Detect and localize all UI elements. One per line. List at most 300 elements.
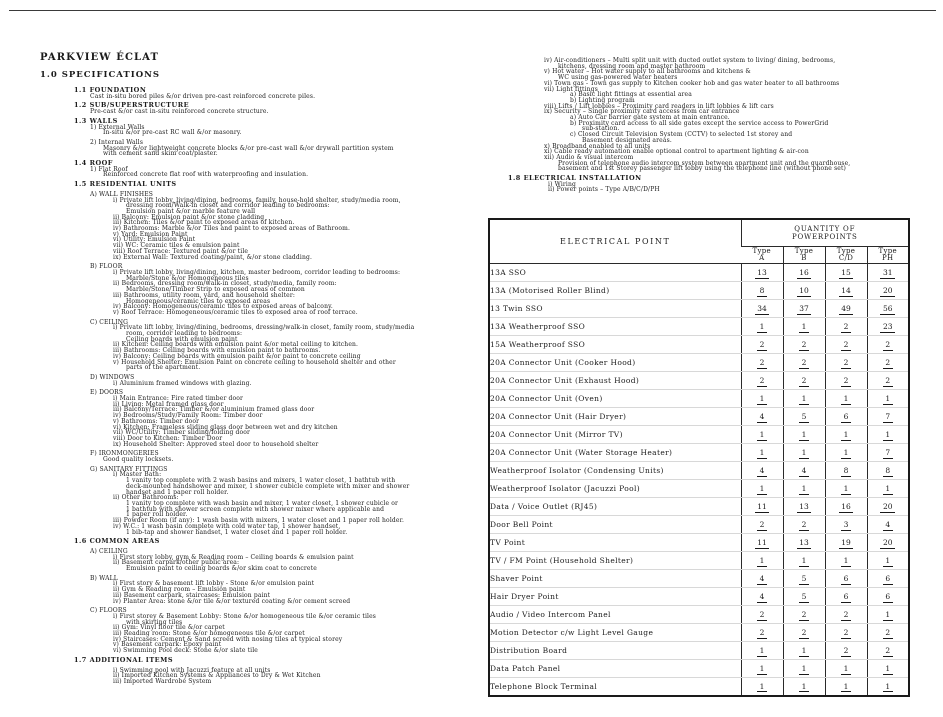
spec-line: vi) Utility: Emulsion Paint — [113, 236, 196, 244]
table-row — [489, 552, 909, 570]
powerpoint-count: 4 — [799, 466, 809, 477]
spec-line: iii) Kitchen: Tiles &/or paint to exposed areas of kitchen. — [113, 219, 295, 227]
powerpoint-count-cell — [783, 300, 825, 318]
spec-line: c) Closed Circuit Television System (CCTV) to selected 1st storey and — [570, 131, 793, 139]
powerpoint-count-cell — [867, 408, 909, 426]
powerpoint-count: 1 — [757, 646, 767, 657]
spec-line: A) WALL FINISHES — [90, 190, 154, 198]
powerpoint-count-cell — [783, 480, 825, 498]
powerpoint-count: 6 — [841, 574, 851, 585]
spec-line: sub-station. — [582, 125, 620, 133]
section-heading: 1.1 FOUNDATION — [74, 86, 147, 94]
spec-line: vi) Swimming Pool deck: Stone &/or slate tile — [113, 647, 258, 655]
page-top-rule — [9, 10, 936, 11]
powerpoint-count: 1 — [799, 682, 809, 693]
powerpoint-count-cell — [867, 390, 909, 408]
powerpoint-count: 1 — [757, 484, 767, 495]
powerpoint-count-cell — [741, 444, 783, 462]
powerpoint-count-cell — [783, 462, 825, 480]
spec-line: ix) Security – Single proximity card access from car entrance — [544, 108, 740, 116]
powerpoint-count-cell — [741, 642, 783, 660]
section-heading: 1.3 WALLS — [74, 116, 118, 125]
right-column-lines — [508, 58, 940, 193]
spec-line: with skirting tiles — [126, 618, 183, 626]
section-heading: 1.4 ROOF — [74, 159, 113, 168]
powerpoint-count-cell — [825, 426, 867, 444]
powerpoint-count: 7 — [883, 412, 893, 423]
powerpoint-count: 11 — [755, 502, 770, 513]
powerpoint-count-cell — [867, 552, 909, 570]
powerpoint-count-cell — [741, 552, 783, 570]
powerpoint-count: 2 — [883, 646, 893, 657]
powerpoint-count-cell — [741, 390, 783, 408]
powerpoint-count: 14 — [839, 286, 854, 297]
powerpoint-count: 13 — [755, 268, 770, 279]
powerpoint-count: 4 — [757, 592, 767, 603]
spec-line: a) Auto Car barrier gate system at main entrance. — [570, 114, 730, 122]
spec-line: iv) Air-conditioners – Multi split unit with ducted outlet system to living/ dining, bedrooms, — [544, 57, 836, 64]
spec-line: i) Private lift lobby, living/dining, bedrooms, family, house-hold shelter, study/media room, — [113, 196, 401, 204]
powerpoint-count-cell — [825, 498, 867, 516]
powerpoint-count-cell — [825, 354, 867, 372]
spec-line: F) IRONMONGERIES — [90, 450, 159, 458]
spec-line: vii) WC: Ceramic tiles & emulsion paint — [113, 242, 240, 250]
table-row — [489, 660, 909, 678]
powerpoint-count: 8 — [883, 466, 893, 477]
powerpoint-count: 1 — [883, 610, 893, 621]
spec-line: Marble/Stone/Timber Strip to exposed areas of common — [126, 286, 305, 294]
powerpoint-count: 1 — [841, 556, 851, 567]
table-row — [489, 354, 909, 372]
powerpoint-count-cell — [867, 264, 909, 282]
powerpoint-count-cell — [867, 480, 909, 498]
spec-line: vii) WC/Utility: Timber sliding/folding door — [113, 429, 251, 437]
powerpoint-count: 1 — [799, 448, 809, 459]
spec-line: viii) Lifts / Lift lobbies – Proximity card readers in lift lobbies & lift cars — [544, 102, 774, 110]
spec-line: C) FLOORS — [90, 607, 127, 615]
spec-line: B) WALL — [90, 574, 118, 582]
electrical-point-label: Motion Detector c/w Light Level Gauge — [489, 624, 741, 642]
spec-line: In-situ &/or pre-cast RC wall &/or masonry. — [103, 129, 242, 137]
table-row — [489, 426, 909, 444]
electrical-point-label: 20A Connector Unit (Water Storage Heater) — [489, 444, 741, 462]
powerpoint-count: 5 — [799, 592, 809, 603]
spec-line: ii) Basement carpark/other public area: — [113, 559, 240, 567]
powerpoint-count-cell — [825, 390, 867, 408]
type-column-header: Type C/D — [825, 247, 867, 264]
table-row — [489, 642, 909, 660]
powerpoint-count-cell — [867, 534, 909, 552]
powerpoint-count-cell — [741, 354, 783, 372]
spec-line: Cast in-situ bored piles &/or driven pre-cast reinforced concrete piles. — [90, 92, 316, 100]
electrical-point-label: 20A Connector Unit (Hair Dryer) — [489, 408, 741, 426]
section-heading: 1.6 COMMON AREAS — [74, 537, 160, 546]
powerpoint-count: 1 — [799, 556, 809, 567]
spec-line: xii) Audio & visual intercom — [544, 153, 634, 161]
powerpoint-count-cell — [783, 282, 825, 300]
powerpoint-count: 56 — [880, 304, 895, 315]
powerpoint-count-cell — [825, 480, 867, 498]
powerpoint-count-cell — [783, 498, 825, 516]
powerpoint-count: 1 — [841, 448, 851, 459]
powerpoint-count: 2 — [799, 376, 809, 387]
powerpoint-count-cell — [783, 606, 825, 624]
powerpoint-count: 1 — [799, 430, 809, 441]
spec-line: iii) Basement carpark, staircases: Emulsion paint — [113, 591, 271, 599]
powerpoint-count-cell — [783, 336, 825, 354]
powerpoint-count: 1 — [883, 664, 893, 675]
powerpoint-count-cell — [825, 624, 867, 642]
electrical-point-label: 13A Weatherproof SSO — [489, 318, 741, 336]
spec-line: D) WINDOWS — [90, 373, 135, 381]
powerpoint-count: 2 — [757, 610, 767, 621]
spec-line: Good quality locksets. — [103, 456, 174, 464]
spec-line: iii) Reading room: Stone &/or homogeneous tile &/or carpet — [113, 630, 305, 638]
powerpoint-count-cell — [825, 444, 867, 462]
spec-line: xi) Cable ready automation enable optional control to apartment lighting & air-con — [544, 148, 809, 156]
powerpoint-count: 2 — [841, 376, 851, 387]
powerpoint-count: 2 — [757, 376, 767, 387]
powerpoint-count: 1 — [883, 682, 893, 693]
powerpoint-count-cell — [825, 516, 867, 534]
powerpoint-count-cell — [867, 588, 909, 606]
electrical-point-label: Data / Voice Outlet (RJ45) — [489, 498, 741, 516]
table-row — [489, 318, 909, 336]
spec-line: v) Basement carpark: Epoxy paint — [113, 641, 222, 649]
spec-line: viii) Roof Terrace: Textured paint &/or tile — [113, 247, 249, 255]
spec-line: C) CEILING — [90, 318, 129, 326]
spec-line: a) Basic light fittings at essential area — [570, 91, 692, 99]
section-heading: 1.8 ELECTRICAL INSTALLATION — [508, 174, 642, 183]
spec-line: v) Hot water – Hot water supply to all bathrooms and kitchens & — [544, 68, 751, 76]
table-row — [489, 444, 909, 462]
powerpoint-count-cell — [867, 642, 909, 660]
spec-line: 1) Flat Roof — [90, 165, 128, 173]
spec-line: 1 bathtub with shower screen complete with shower mixer where applicable and — [126, 505, 385, 513]
powerpoint-count-cell — [825, 372, 867, 390]
spec-line: A) CEILING — [90, 547, 128, 555]
powerpoint-count-cell — [741, 588, 783, 606]
table-row — [489, 516, 909, 534]
electrical-point-label: Audio / Video Intercom Panel — [489, 606, 741, 624]
powerpoint-count-cell — [783, 390, 825, 408]
powerpoint-count-cell — [825, 570, 867, 588]
powerpoint-count-cell — [825, 264, 867, 282]
powerpoint-count-cell — [825, 534, 867, 552]
powerpoint-count-cell — [783, 516, 825, 534]
powerpoint-count-cell — [741, 660, 783, 678]
powerpoint-count: 34 — [755, 304, 770, 315]
spec-line: vi) Kitchen: Frameless sliding glass door between wet and dry kitchen — [113, 423, 338, 431]
right-column — [508, 58, 940, 193]
spec-line: b) Lighting program — [570, 96, 635, 104]
type-column-header: Type A — [741, 247, 783, 264]
powerpoint-count-cell — [867, 372, 909, 390]
powerpoint-count-cell — [867, 624, 909, 642]
powerpoint-count-cell — [825, 606, 867, 624]
electrical-point-label: 15A Weatherproof SSO — [489, 336, 741, 354]
table-row — [489, 372, 909, 390]
spec-line: Emulsion paint &/or marble feature wall — [126, 207, 256, 215]
spec-line: iv) Planter Area: stone &/or tile &/or textured coating &/or cement screed — [113, 597, 351, 605]
electrical-point-label: 13A SSO — [489, 264, 741, 282]
spec-line: ii) Bedrooms, dressing room/walk-in closet, study/media, family room: — [113, 280, 337, 288]
powerpoint-count: 1 — [841, 430, 851, 441]
spec-line: dressing room/Walk-in closet and corridor leading to bedrooms: — [126, 202, 330, 210]
spec-line: iii) Bathrooms: Ceiling boards with emulsion paint to bathrooms. — [113, 347, 321, 355]
electrical-point-label: 13A (Motorised Roller Blind) — [489, 282, 741, 300]
electrical-point-label: Weatherproof Isolator (Jacuzzi Pool) — [489, 480, 741, 498]
powerpoint-count-cell — [867, 678, 909, 696]
powerpoint-count: 4 — [757, 412, 767, 423]
table-row — [489, 570, 909, 588]
section-heading: 1.2 SUB/SUPERSTRUCTURE — [74, 101, 190, 110]
powerpoint-count-cell — [741, 624, 783, 642]
spec-line: i) Swimming pool with Jacuzzi feature at all units — [113, 666, 271, 674]
spec-line: Marble/Stone &/or Homogeneous tiles — [126, 274, 249, 282]
powerpoint-count: 16 — [839, 502, 854, 513]
powerpoint-count-cell — [741, 300, 783, 318]
powerpoint-count: 1 — [757, 394, 767, 405]
spec-line: Emulsion paint to ceiling boards &/or skim coat to concrete — [126, 565, 317, 573]
powerpoint-count-cell — [867, 516, 909, 534]
left-column — [40, 52, 492, 685]
powerpoint-count: 15 — [839, 268, 854, 279]
powerpoint-count-cell — [741, 570, 783, 588]
powerpoint-count: 8 — [757, 286, 767, 297]
spec-line: Pre-cast &/or cast in-situ reinforced concrete structure. — [90, 108, 269, 116]
spec-line: b) Proximity card access to all side gates except the service access to PowerGrid — [570, 119, 829, 127]
spec-line: i) Aluminium framed windows with glazing. — [113, 379, 252, 387]
spec-line: iv) W.C.: 1 wash basin complete with cold water tap, 1 shower handset, — [113, 522, 341, 530]
spec-line: v) Bathrooms: Timber door — [113, 417, 200, 425]
powerpoint-count-cell — [867, 444, 909, 462]
spec-line: Homogeneous/ceramic tiles to exposed areas — [126, 297, 271, 305]
spec-line: iii) Powder Room (if any): 1 wash basin with mixers, 1 water closet and 1 paper roll holder. — [113, 517, 405, 525]
powerpoint-count-cell — [741, 264, 783, 282]
powerpoint-count: 37 — [797, 304, 812, 315]
powerpoint-count-cell — [741, 408, 783, 426]
powerpoint-count-cell — [741, 372, 783, 390]
table-row — [489, 408, 909, 426]
electrical-point-label: TV Point — [489, 534, 741, 552]
spec-line: iv) Bathrooms: Marble &/or Tiles and paint to exposed areas of Bathroom. — [113, 225, 350, 233]
spec-line: v) Household Shelter: Emulsion Paint on concrete ceiling to household shelter and other — [113, 358, 396, 366]
electrical-point-label: 13 Twin SSO — [489, 300, 741, 318]
electrical-point-label: Distribution Board — [489, 642, 741, 660]
powerpoint-count-cell — [783, 588, 825, 606]
spec-line: basement and 1st Storey passenger lift lobby using the telephone line (without phone set) — [558, 165, 847, 173]
powerpoint-count-cell — [741, 336, 783, 354]
spec-line: Provision of telephone audio intercom system between apartment unit and the guardhouse, — [558, 159, 851, 167]
spec-line: room, corridor leading to bedrooms: — [126, 330, 243, 338]
powerpoint-count-cell — [783, 444, 825, 462]
powerpoint-count: 10 — [797, 286, 812, 297]
section-heading: 1.5 RESIDENTIAL UNITS — [74, 180, 177, 189]
spec-line: 1 bib-tap and shower handset, 1 water closet and 1 paper roll holder. — [126, 528, 348, 536]
powerpoint-count-cell — [867, 318, 909, 336]
spec-line: vi) Town gas - Town gas supply to Kitchen cooker hob and gas water heater to all bathrooms — [544, 79, 840, 87]
electrical-point-label: Door Bell Point — [489, 516, 741, 534]
spec-line: iii) Bathrooms, utility room, yard, and household shelter: — [113, 291, 296, 299]
powerpoint-count: 7 — [883, 448, 893, 459]
electrical-point-label: Weatherproof Isolator (Condensing Units) — [489, 462, 741, 480]
table-row — [489, 264, 909, 282]
spec-line: i) Wiring — [548, 180, 576, 188]
powerpoint-count-cell — [867, 282, 909, 300]
powerpoint-count: 6 — [841, 412, 851, 423]
electrical-point-label: Data Patch Panel — [489, 660, 741, 678]
powerpoint-count-cell — [783, 534, 825, 552]
powerpoint-count: 1 — [841, 484, 851, 495]
spec-line: iv) Balcony: Ceiling boards with emulsion paint &/or paint to concrete ceiling — [113, 352, 361, 360]
spec-line: ii) Gym & Reading room – Emulsion paint — [113, 586, 246, 594]
spec-line: iii) Balcony/Terrace: Timber &/or aluminium framed glass door — [113, 406, 315, 414]
powerpoint-count: 2 — [841, 322, 851, 333]
powerpoint-count: 1 — [757, 682, 767, 693]
spec-line: x) Broadband enabled to all units — [544, 142, 651, 150]
powerpoint-count: 1 — [883, 556, 893, 567]
powerpoint-count: 23 — [880, 322, 895, 333]
table-row — [489, 336, 909, 354]
spec-line: i) Private lift lobby, living/dining, kitchen, master bedroom, corridor leading to bedrooms: — [113, 268, 401, 276]
powerpoint-count-cell — [867, 336, 909, 354]
electrical-point-label: Shaver Point — [489, 570, 741, 588]
spec-line: kitchens, dressing room and master bathroom — [558, 62, 706, 70]
powerpoint-count-cell — [825, 678, 867, 696]
powerpoint-count-cell — [783, 570, 825, 588]
spec-line: parts of the apartment. — [126, 364, 201, 372]
spec-line: 1 vanity top complete with wash basin and mixer, 1 water closet, 1 shower cubicle or — [126, 500, 399, 507]
powerpoint-count: 1 — [841, 664, 851, 675]
powerpoint-count: 1 — [799, 322, 809, 333]
spec-line: B) FLOOR — [90, 263, 123, 271]
spec-line: ii) Balcony: Emulsion paint &/or stone cladding — [113, 213, 265, 221]
powerpoint-count: 1 — [799, 394, 809, 405]
powerpoint-count-cell — [825, 318, 867, 336]
spec-line: i) Main Entrance: Fire rated timber door — [113, 395, 244, 403]
table-row — [489, 588, 909, 606]
powerpoint-count: 5 — [799, 412, 809, 423]
table-row — [489, 480, 909, 498]
powerpoint-count: 1 — [757, 430, 767, 441]
spec-line: 1) External Walls — [90, 123, 145, 131]
powerpoint-count-cell — [825, 588, 867, 606]
powerpoint-count-cell — [741, 462, 783, 480]
powerpoint-count-cell — [825, 408, 867, 426]
powerpoint-count-cell — [867, 354, 909, 372]
powerpoint-count: 2 — [883, 340, 893, 351]
spec-line: ii) Power points – Type A/B/C/D/PH — [548, 186, 660, 194]
powerpoint-count: 2 — [841, 646, 851, 657]
spec-line: i) Private lift lobby, living/dining, bedrooms, dressing/walk-in closet, family room, study/media — [113, 324, 415, 332]
powerpoint-count-cell — [867, 426, 909, 444]
powerpoint-count: 16 — [797, 268, 812, 279]
powerpoint-count: 11 — [755, 538, 770, 549]
powerpoint-count-cell — [825, 336, 867, 354]
powerpoint-count: 1 — [841, 682, 851, 693]
spec-line: G) SANITARY FITTINGS — [90, 465, 168, 473]
powerpoint-count-cell — [741, 282, 783, 300]
spec-line: 1 paper roll holder. — [126, 511, 188, 519]
powerpoint-count: 3 — [841, 520, 851, 531]
electrical-point-label: Hair Dryer Point — [489, 588, 741, 606]
powerpoint-count-cell — [783, 624, 825, 642]
table-row — [489, 624, 909, 642]
powerpoint-count-cell — [783, 264, 825, 282]
table-row — [489, 300, 909, 318]
powerpoint-count: 2 — [757, 358, 767, 369]
spec-line: i) First story lobby, gym & Reading room – Ceiling boards & emulsion paint — [113, 553, 354, 561]
powerpoint-count: 2 — [841, 628, 851, 639]
spec-line: iv) Bedrooms/Study/Family Room: Timber door — [113, 412, 263, 420]
spec-line: ix) External Wall: Textured coating/paint, &/or stone cladding. — [113, 253, 313, 261]
spec-line: i) First story & basement lift lobby - Stone &/or emulsion paint — [113, 580, 315, 588]
electrical-point-label: TV / FM Point (Household Shelter) — [489, 552, 741, 570]
powerpoint-count-cell — [783, 318, 825, 336]
electrical-point-label: 20A Connector Unit (Mirror TV) — [489, 426, 741, 444]
spec-line: viii) Door to Kitchen: Timber Door — [113, 434, 223, 442]
powerpoint-count: 31 — [880, 268, 895, 279]
powerpoint-count: 4 — [757, 574, 767, 585]
powerpoint-count-cell — [867, 498, 909, 516]
powerpoint-count: 1 — [757, 322, 767, 333]
powerpoint-count-cell — [825, 552, 867, 570]
spec-line: Masonry &/or lightweight concrete blocks &/or pre-cast wall &/or drywall partition system — [103, 144, 394, 152]
powerpoint-count-cell — [783, 678, 825, 696]
powerpoint-count-cell — [783, 552, 825, 570]
spec-line: handset and 1 paper roll holder. — [126, 488, 229, 496]
electrical-point-header: ELECTRICAL POINT — [489, 219, 741, 264]
powerpoint-count: 1 — [841, 394, 851, 405]
spec-line: Reinforced concrete flat roof with waterproofing and insulation. — [103, 171, 309, 179]
table-row — [489, 390, 909, 408]
electrical-points-table — [488, 218, 910, 697]
spec-line: with cement sand skim coat/plaster. — [103, 150, 218, 158]
table-row — [489, 678, 909, 696]
spec-line: v) Roof Terrace: Homogeneous/ceramic tiles to exposed area of roof terrace. — [113, 308, 358, 316]
powerpoint-count: 1 — [883, 394, 893, 405]
powerpoint-count: 2 — [841, 340, 851, 351]
spec-line: ii) Living: Metal framed glass door — [113, 400, 224, 408]
powerpoint-count: 8 — [841, 466, 851, 477]
quantity-of-powerpoints-header: QUANTITY OF POWERPOINTS — [741, 219, 909, 247]
powerpoint-count-cell — [783, 408, 825, 426]
spec-line: 2) Internal Walls — [90, 138, 144, 146]
spec-line: i) Master Bath: — [113, 471, 162, 479]
powerpoint-count-cell — [867, 606, 909, 624]
powerpoint-count: 13 — [797, 502, 812, 513]
powerpoint-count: 49 — [839, 304, 854, 315]
powerpoint-count: 2 — [799, 358, 809, 369]
powerpoint-count-cell — [867, 300, 909, 318]
spec-line: iv) Staircases: Cement & Sand screed with nosing tiles at typical storey — [113, 635, 343, 643]
spec-line: vii) Light fittings — [544, 85, 598, 93]
powerpoint-count: 20 — [880, 286, 895, 297]
powerpoint-count-cell — [825, 660, 867, 678]
powerpoint-count: 2 — [883, 376, 893, 387]
powerpoint-count: 2 — [841, 358, 851, 369]
powerpoint-count: 2 — [799, 628, 809, 639]
powerpoint-count: 1 — [799, 664, 809, 675]
table-row — [489, 606, 909, 624]
table-row — [489, 462, 909, 480]
powerpoint-count: 2 — [799, 520, 809, 531]
powerpoint-count: 2 — [757, 628, 767, 639]
powerpoint-count: 4 — [883, 520, 893, 531]
spec-line: Ceiling boards with emulsion paint — [126, 335, 238, 343]
powerpoint-count: 6 — [883, 592, 893, 603]
